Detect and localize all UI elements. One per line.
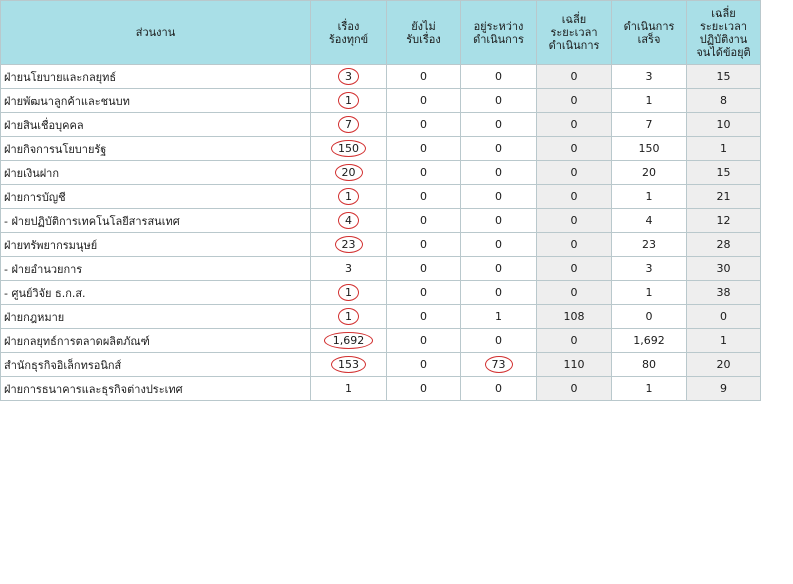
not-accepted-cell	[387, 353, 461, 377]
avg-info-value: 38	[716, 286, 731, 299]
avg-processing-value: 0	[570, 286, 578, 299]
avg-processing-cell	[537, 233, 612, 257]
avg-processing-value: 0	[570, 94, 578, 107]
table-row	[1, 257, 761, 281]
complaints-circled-value: 1	[338, 284, 359, 301]
avg-info-value: 0	[720, 310, 727, 323]
complaints-cell	[311, 329, 387, 353]
col-agency: ส่วนงาน	[1, 1, 311, 65]
table-row	[1, 209, 761, 233]
avg-info-cell	[687, 353, 761, 377]
avg-info-value: 21	[716, 190, 731, 203]
avg-info-value: 12	[716, 214, 731, 227]
table-row	[1, 377, 761, 401]
in-progress-cell	[461, 233, 537, 257]
complaints-circled-value: 150	[331, 140, 366, 157]
table-row	[1, 329, 761, 353]
complaints-cell	[311, 113, 387, 137]
agency-value: ฝ่ายสินเชื่อบุคคล	[4, 118, 84, 132]
table-row	[1, 233, 761, 257]
agency-value: ฝ่ายการบัญชี	[4, 190, 66, 204]
not-accepted-value: 0	[420, 310, 427, 323]
complaints-cell	[311, 353, 387, 377]
in-progress-circled-value: 73	[485, 356, 513, 373]
avg-processing-value: 0	[570, 214, 578, 227]
agency-value: สำนักธุรกิจอิเล็กทรอนิกส์	[4, 358, 122, 372]
avg-processing-value: 0	[570, 382, 578, 395]
not-accepted-value: 0	[420, 214, 427, 227]
agency-cell	[1, 137, 311, 161]
agency-cell	[1, 89, 311, 113]
avg-info-value: 9	[720, 382, 727, 395]
completed-cell	[612, 185, 687, 209]
not-accepted-value: 0	[420, 382, 427, 395]
avg-processing-cell	[537, 209, 612, 233]
agency-cell	[1, 377, 311, 401]
completed-value: 1	[645, 94, 653, 107]
complaints-circled-value: 3	[338, 68, 359, 85]
in-progress-value: 0	[495, 214, 502, 227]
avg-info-cell	[687, 137, 761, 161]
not-accepted-value: 0	[420, 190, 427, 203]
avg-info-cell	[687, 161, 761, 185]
completed-cell	[612, 353, 687, 377]
col-complaints: เรื่อง ร้องทุกข์	[311, 1, 387, 65]
avg-info-cell	[687, 89, 761, 113]
complaints-circled-value: 20	[335, 164, 363, 181]
avg-info-cell	[687, 113, 761, 137]
completed-value: 1	[645, 382, 653, 395]
complaints-circled-value: 7	[338, 116, 359, 133]
completed-cell	[612, 89, 687, 113]
col-completed: ดำเนินการ เสร็จ	[612, 1, 687, 65]
avg-info-cell	[687, 209, 761, 233]
agency-value: ฝ่ายพัฒนาลูกค้าและชนบท	[4, 94, 130, 108]
in-progress-value: 0	[495, 286, 502, 299]
not-accepted-cell	[387, 65, 461, 89]
agency-cell	[1, 257, 311, 281]
not-accepted-value: 0	[420, 238, 427, 251]
complaints-cell	[311, 137, 387, 161]
avg-processing-cell	[537, 65, 612, 89]
agency-value: ฝ่ายนโยบายและกลยุทธ์	[4, 70, 117, 84]
in-progress-cell	[461, 89, 537, 113]
completed-value: 1,692	[633, 334, 665, 347]
completed-cell	[612, 329, 687, 353]
agency-value: - ฝ่ายปฏิบัติการเทคโนโลยีสารสนเทศ	[4, 214, 180, 228]
avg-processing-value: 0	[570, 70, 578, 83]
avg-processing-cell	[537, 353, 612, 377]
complaints-circled-value: 153	[331, 356, 366, 373]
not-accepted-value: 0	[420, 118, 427, 131]
completed-cell	[612, 281, 687, 305]
agency-cell	[1, 65, 311, 89]
complaints-cell	[311, 377, 387, 401]
avg-processing-value: 0	[570, 190, 578, 203]
avg-info-cell	[687, 305, 761, 329]
avg-info-value: 1	[720, 142, 727, 155]
in-progress-cell	[461, 161, 537, 185]
not-accepted-value: 0	[420, 70, 427, 83]
agency-value: ฝ่ายทรัพยากรมนุษย์	[4, 238, 98, 252]
complaints-circled-value: 1	[338, 188, 359, 205]
avg-processing-value: 0	[570, 238, 578, 251]
agency-cell	[1, 305, 311, 329]
avg-processing-value: 0	[570, 118, 578, 131]
complaints-cell	[311, 89, 387, 113]
table-row	[1, 353, 761, 377]
avg-info-value: 15	[716, 70, 731, 83]
in-progress-value: 0	[495, 166, 502, 179]
complaints-circled-value: 23	[335, 236, 363, 253]
avg-processing-cell	[537, 257, 612, 281]
complaints-cell	[311, 209, 387, 233]
agency-value: - ศูนย์วิจัย ธ.ก.ส.	[4, 286, 86, 300]
avg-processing-value: 0	[570, 142, 578, 155]
not-accepted-value: 0	[420, 334, 427, 347]
in-progress-value: 0	[495, 382, 502, 395]
not-accepted-cell	[387, 329, 461, 353]
avg-info-cell	[687, 65, 761, 89]
not-accepted-cell	[387, 305, 461, 329]
agency-cell	[1, 233, 311, 257]
completed-cell	[612, 65, 687, 89]
agency-value: ฝ่ายเงินฝาก	[4, 166, 59, 180]
avg-info-cell	[687, 233, 761, 257]
completed-cell	[612, 113, 687, 137]
complaints-cell	[311, 281, 387, 305]
in-progress-cell	[461, 65, 537, 89]
avg-info-cell	[687, 377, 761, 401]
avg-processing-cell	[537, 113, 612, 137]
header-row	[1, 1, 761, 65]
table-row	[1, 65, 761, 89]
in-progress-value: 0	[495, 190, 502, 203]
avg-processing-value: 108	[563, 310, 585, 323]
complaints-cell	[311, 161, 387, 185]
not-accepted-value: 0	[420, 358, 427, 371]
in-progress-cell	[461, 209, 537, 233]
avg-info-cell	[687, 329, 761, 353]
avg-info-value: 8	[720, 94, 727, 107]
completed-value: 23	[642, 238, 656, 251]
avg-processing-cell	[537, 329, 612, 353]
in-progress-cell	[461, 353, 537, 377]
agency-cell	[1, 113, 311, 137]
in-progress-cell	[461, 281, 537, 305]
avg-processing-value: 0	[570, 334, 578, 347]
avg-processing-cell	[537, 185, 612, 209]
complaints-circled-value: 1	[338, 92, 359, 109]
complaints-circled-value: 4	[338, 212, 359, 229]
agency-cell	[1, 353, 311, 377]
in-progress-value: 0	[495, 94, 502, 107]
agency-cell	[1, 209, 311, 233]
agency-value: ฝ่ายการธนาคารและธุรกิจต่างประเทศ	[4, 382, 183, 396]
avg-processing-cell	[537, 281, 612, 305]
completed-value: 150	[638, 142, 660, 155]
completed-value: 80	[642, 358, 656, 371]
avg-info-value: 30	[716, 262, 731, 275]
not-accepted-cell	[387, 281, 461, 305]
completed-value: 3	[645, 70, 653, 83]
complaints-cell	[311, 305, 387, 329]
agency-cell	[1, 329, 311, 353]
not-accepted-value: 0	[420, 94, 427, 107]
avg-info-value: 28	[716, 238, 731, 251]
in-progress-cell	[461, 329, 537, 353]
not-accepted-cell	[387, 233, 461, 257]
avg-processing-cell	[537, 137, 612, 161]
agency-cell	[1, 161, 311, 185]
agency-cell	[1, 281, 311, 305]
avg-processing-value: 110	[563, 358, 585, 371]
in-progress-value: 0	[495, 334, 502, 347]
in-progress-value: 0	[495, 70, 502, 83]
not-accepted-value: 0	[420, 142, 427, 155]
in-progress-value: 0	[495, 238, 502, 251]
avg-processing-value: 0	[570, 166, 578, 179]
avg-processing-cell	[537, 89, 612, 113]
col-avg-time-processing: เฉลี่ย ระยะเวลา ดำเนินการ	[537, 1, 612, 65]
table-row	[1, 89, 761, 113]
completed-value: 4	[645, 214, 653, 227]
table-body	[1, 65, 761, 401]
complaints-cell	[311, 65, 387, 89]
completed-cell	[612, 257, 687, 281]
agency-cell	[1, 185, 311, 209]
not-accepted-cell	[387, 113, 461, 137]
table-row	[1, 137, 761, 161]
avg-processing-cell	[537, 377, 612, 401]
in-progress-cell	[461, 305, 537, 329]
completed-cell	[612, 377, 687, 401]
not-accepted-cell	[387, 137, 461, 161]
agency-value: ฝ่ายกฎหมาย	[4, 310, 65, 324]
complaints-circled-value: 1,692	[324, 332, 374, 349]
avg-info-value: 10	[716, 118, 731, 131]
completed-value: 0	[645, 310, 653, 323]
agency-value: - ฝ่ายอำนวยการ	[4, 262, 83, 276]
table-row	[1, 305, 761, 329]
in-progress-value: 0	[495, 262, 502, 275]
completed-value: 3	[645, 262, 653, 275]
not-accepted-cell	[387, 161, 461, 185]
completed-cell	[612, 209, 687, 233]
agency-value: ฝ่ายกิจการนโยบายรัฐ	[4, 142, 107, 156]
avg-info-value: 20	[716, 358, 731, 371]
in-progress-cell	[461, 137, 537, 161]
col-not-accepted: ยังไม่ รับเรื่อง	[387, 1, 461, 65]
table-row	[1, 113, 761, 137]
avg-info-cell	[687, 185, 761, 209]
col-avg-time-info: เฉลี่ย ระยะเวลา ปฏิบัติงาน จนได้ข้อยุติ	[687, 1, 761, 65]
col-in-progress: อยู่ระหว่าง ดำเนินการ	[461, 1, 537, 65]
in-progress-value: 0	[495, 118, 502, 131]
completed-cell	[612, 233, 687, 257]
complaints-cell	[311, 257, 387, 281]
complaints-value: 1	[345, 382, 352, 395]
complaints-value: 3	[345, 262, 352, 275]
not-accepted-cell	[387, 377, 461, 401]
avg-info-cell	[687, 257, 761, 281]
avg-processing-cell	[537, 305, 612, 329]
agency-value: ฝ่ายกลยุทธ์การตลาดผลิตภัณฑ์	[4, 334, 150, 348]
complaints-cell	[311, 233, 387, 257]
complaints-circled-value: 1	[338, 308, 359, 325]
complaints-cell	[311, 185, 387, 209]
avg-info-value: 15	[716, 166, 731, 179]
avg-processing-cell	[537, 161, 612, 185]
not-accepted-value: 0	[420, 166, 427, 179]
table-row	[1, 161, 761, 185]
in-progress-value: 0	[495, 142, 502, 155]
completed-value: 1	[645, 190, 653, 203]
completed-cell	[612, 137, 687, 161]
not-accepted-value: 0	[420, 262, 427, 275]
not-accepted-value: 0	[420, 286, 427, 299]
not-accepted-cell	[387, 185, 461, 209]
in-progress-value: 1	[495, 310, 502, 323]
not-accepted-cell	[387, 209, 461, 233]
not-accepted-cell	[387, 89, 461, 113]
in-progress-cell	[461, 377, 537, 401]
completed-cell	[612, 161, 687, 185]
in-progress-cell	[461, 185, 537, 209]
completed-value: 7	[645, 118, 653, 131]
not-accepted-cell	[387, 257, 461, 281]
in-progress-cell	[461, 257, 537, 281]
avg-info-cell	[687, 281, 761, 305]
avg-info-value: 1	[720, 334, 727, 347]
table-row	[1, 185, 761, 209]
completed-value: 1	[645, 286, 653, 299]
table-row	[1, 281, 761, 305]
completed-cell	[612, 305, 687, 329]
in-progress-cell	[461, 113, 537, 137]
avg-processing-value: 0	[570, 262, 578, 275]
completed-value: 20	[642, 166, 656, 179]
